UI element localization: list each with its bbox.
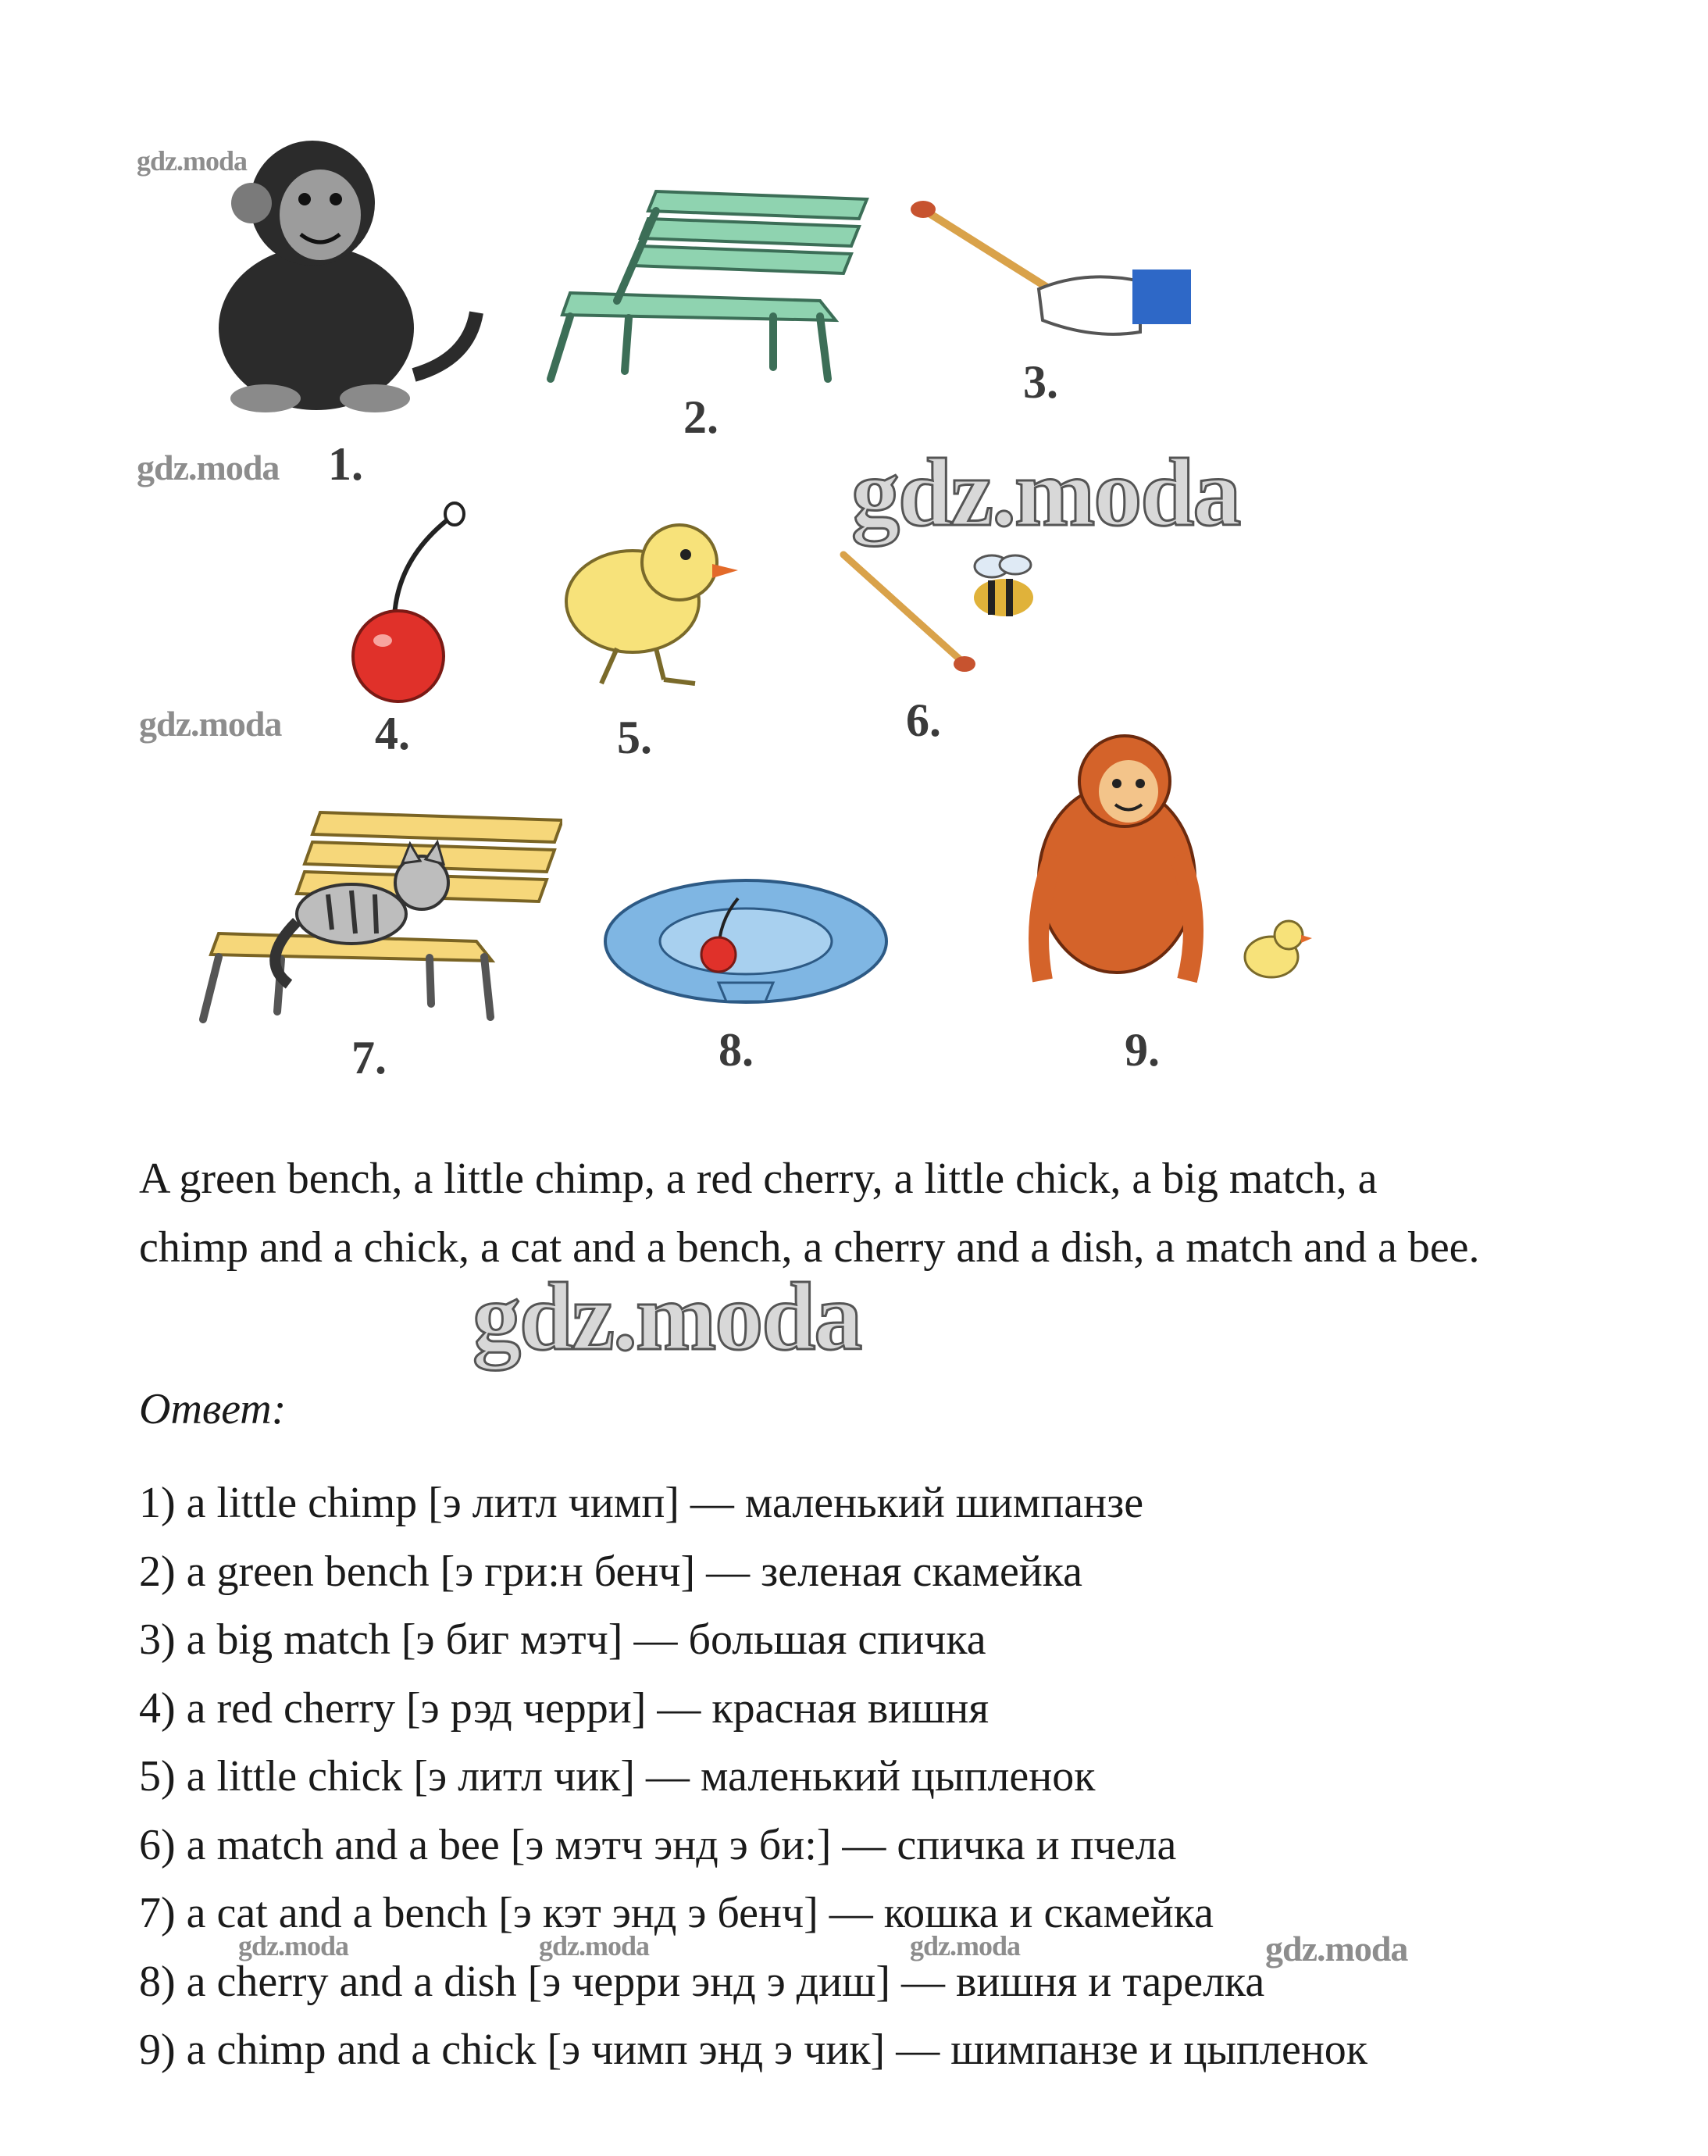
cherry-on-dish-picture xyxy=(601,867,890,1008)
picture-number-1: 1. xyxy=(328,438,363,490)
picture-number-8: 8. xyxy=(719,1024,754,1076)
answer-label: Ответ: xyxy=(139,1385,287,1433)
chick-picture xyxy=(547,516,750,695)
watermark-large: gdz.moda xyxy=(851,439,1240,546)
picture-number-9: 9. xyxy=(1125,1024,1160,1076)
answer-item: 6) a match and a bee [э мэтч энд э би:] — спичка и пчела xyxy=(139,1820,1177,1869)
answer-item: 5) a little chick [э литл чик] — маленький цыпленок xyxy=(139,1752,1096,1801)
exercise-text: A green bench, a little chimp, a red cherry, a little chick, a big match, a chimp and a chick, a cat and a bench, a cherry and a dish, a match and a bee. xyxy=(139,1155,1480,1272)
picture-number-4: 4. xyxy=(375,708,410,759)
red-cherry-picture xyxy=(328,500,484,703)
picture-number-3: 3. xyxy=(1023,356,1058,408)
answer-item: 9) a chimp and a chick [э чимп энд э чик] — шимпанзе и цыпленок xyxy=(139,2026,1368,2074)
answer-item: 2) a green bench [э гри:н бенч] — зеленая скамейка xyxy=(139,1547,1083,1596)
answer-item: 7) a cat and a bench [э кэт энд э бенч] — кошка и скамейка xyxy=(139,1889,1214,1937)
answer-item: 8) a cherry and a dish [э черри энд э диш] — вишня и тарелка xyxy=(139,1957,1265,2006)
answer-item: 3) a big match [э биг мэтч] — большая спичка xyxy=(139,1615,986,1664)
picture-number-2: 2. xyxy=(683,391,719,443)
watermark-small: gdz.moda xyxy=(238,1930,349,1961)
watermark-small: gdz.moda xyxy=(137,448,280,487)
chimp-and-chick-picture xyxy=(1000,730,1312,996)
watermark-small: gdz.moda xyxy=(137,145,248,177)
green-bench-picture xyxy=(539,184,875,387)
watermark-small: gdz.moda xyxy=(1265,1929,1408,1969)
picture-number-5: 5. xyxy=(617,712,652,763)
picture-number-6: 6. xyxy=(906,694,941,746)
answer-item: 4) a red cherry [э рэд черри] — красная вишня xyxy=(139,1683,989,1733)
picture-number-7: 7. xyxy=(351,1032,387,1083)
watermark-small: gdz.moda xyxy=(910,1930,1021,1961)
match-in-hand-picture xyxy=(906,195,1195,352)
watermark-small: gdz.moda xyxy=(139,704,282,744)
watermark-large: gdz.moda xyxy=(472,1263,861,1370)
cat-on-bench-picture xyxy=(195,805,562,1023)
answer-item: 1) a little chimp [э литл чимп] — маленький шимпанзе xyxy=(139,1479,1144,1527)
watermark-small: gdz.moda xyxy=(539,1930,650,1961)
match-and-bee-picture xyxy=(828,543,1047,684)
answer-list xyxy=(139,1469,1367,2085)
